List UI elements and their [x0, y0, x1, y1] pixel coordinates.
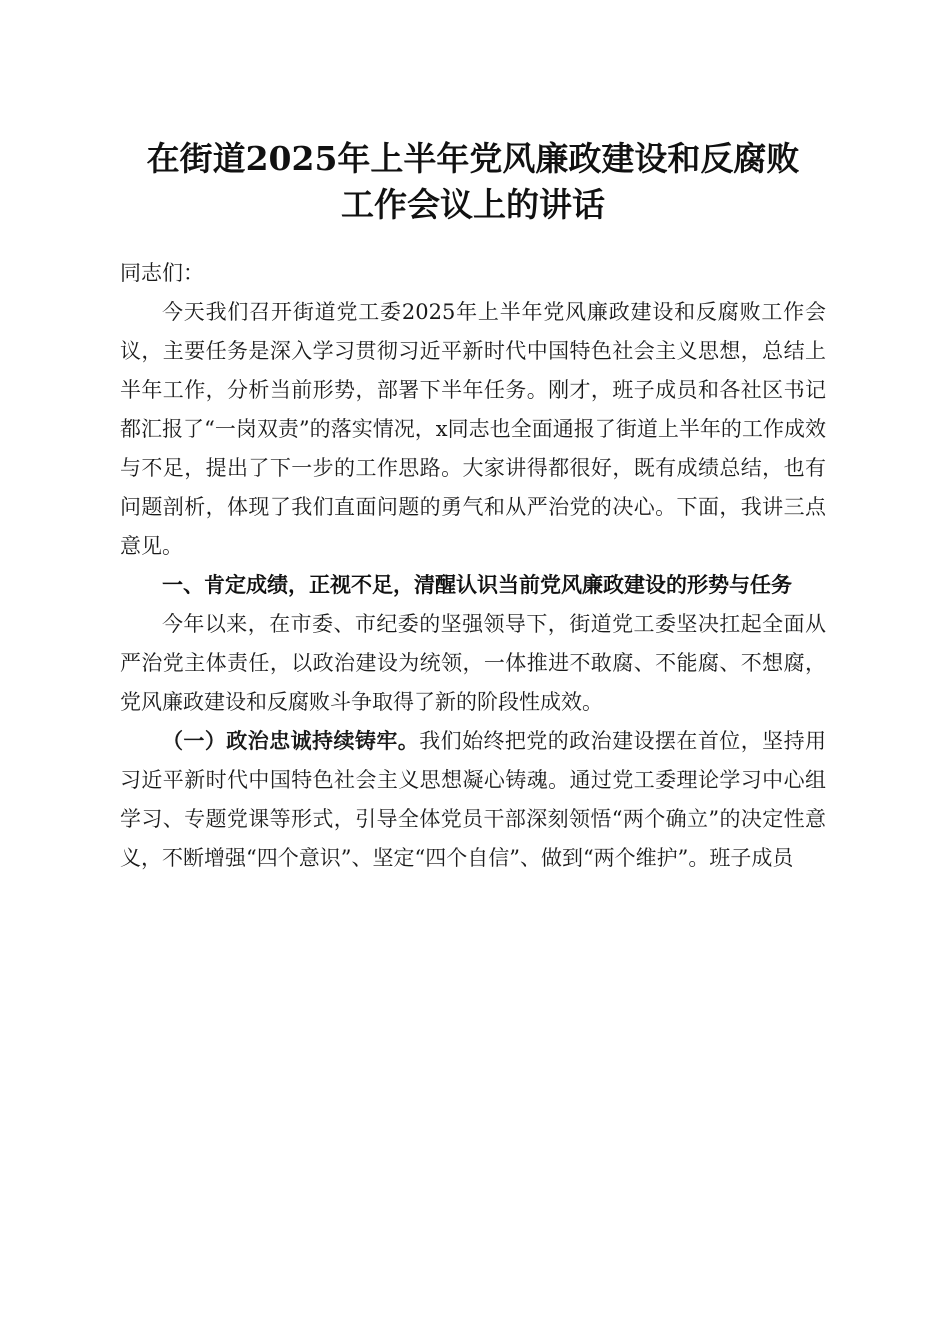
subsection-1-paragraph — [120, 722, 826, 878]
title-line-1: 在街道2025年上半年党风廉政建设和反腐败 — [146, 139, 800, 178]
document-title — [120, 136, 826, 228]
section-1-heading: 一、肯定成绩，正视不足，清醒认识当前党风廉政建设的形势与任务 — [162, 573, 792, 597]
document-body — [120, 254, 826, 878]
subsection-1-text: 我们始终把党的政治建设摆在首位，坚持用习近平新时代中国特色社会主义思想凝心铸魂。通过党工委理论学习中心组学习、专题党课等形式，引导全体党员干部深刻领悟“两个确立”的决定性意义，不断增强“四个意识”、坚定“四个自信”、做到“两个维护”。班子成员 — [120, 729, 827, 870]
salutation: 同志们： — [120, 261, 204, 285]
opening-paragraph: 今天我们召开街道党工委2025年上半年党风廉政建设和反腐败工作会议，主要任务是深入学习贯彻习近平新时代中国特色社会主义思想，总结上半年工作，分析当前形势，部署下半年任务。刚才，班子成员和各社区书记都汇报了“一岗双责”的落实情况，x同志也全面通报了街道上半年的工作成效与不足，提出了下一步的工作思路。大家讲得都很好，既有成绩总结，也有问题剖析，体现了我们直面问题的勇气和从严治党的决心。下面，我讲三点意见。 — [120, 300, 826, 558]
section-1-intro: 今年以来，在市委、市纪委的坚强领导下，街道党工委坚决扛起全面从严治党主体责任，以政治建设为统领，一体推进不敢腐、不能腐、不想腐，党风廉政建设和反腐败斗争取得了新的阶段性成效。 — [120, 612, 826, 714]
document-page — [120, 0, 826, 1344]
title-line-2: 工作会议上的讲话 — [341, 185, 605, 224]
subsection-1-lead: （一）政治忠诚持续铸牢。 — [162, 729, 420, 753]
